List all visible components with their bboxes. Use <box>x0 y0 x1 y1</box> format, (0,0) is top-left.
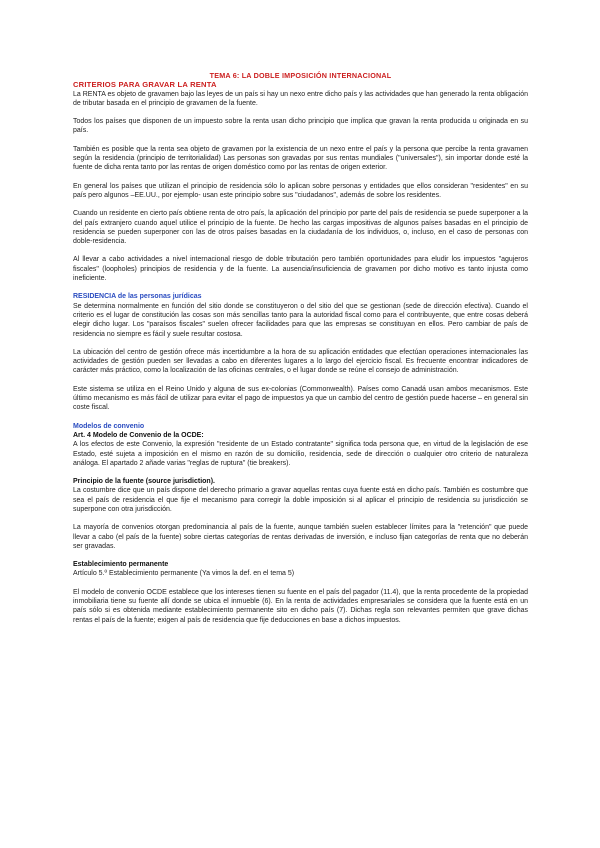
paragraph: La mayoría de convenios otorgan predominancia al país de la fuente, aunque también suelen establecer límites para la "retención" que puede llevar a cabo (el país de la fuente) sobre ciertas categorías de rentas derivadas de inversión, e incluso fijan categorías de renta que no deberán ser gravadas. <box>73 524 528 550</box>
section-heading-establecimiento: Establecimiento permanente <box>73 561 169 569</box>
section-heading-modelos: Modelos de convenio <box>73 422 145 430</box>
paragraph: Este sistema se utiliza en el Reino Unido y alguna de sus ex-colonias (Commonwealth). Países como Canadá usan ambos mecanismos. Este último mecanismo es más fácil de utilizar para evitar el pago de impuestos ya que un cambio del centro de gestión puede hacerse – en general sin coste fiscal. <box>73 385 528 412</box>
paragraph: Se determina normalmente en función del sitio donde se constituyeron o del sitio del que se gestionan (sede de dirección efectiva). Cuando el criterio es el lugar de constitución las cosas son más sencillas tanto para la autoridad fiscal como para el contribuyente, que entre cosas deberá elegir dicho lugar. Los "paraísos fiscales" suelen ofrecer facilidades para que las empresas se constituyan en ellos. Pero cambiar de país de residencia no siempre es fácil y suele resultar costosa. <box>73 302 528 338</box>
section-heading-residencia: RESIDENCIA de las personas jurídicas <box>73 293 202 301</box>
paragraph: En general los países que utilizan el principio de residencia sólo lo aplican sobre personas y entidades que ellos consideran "residentes" en su país pero algunos –EE.UU., por ejemplo- usan este principio sobre sus "ciudadanos", además de sobre los residentes. <box>73 182 528 199</box>
document-title: TEMA 6: LA DOBLE IMPOSICIÓN INTERNACIONAL <box>209 71 392 80</box>
paragraph: Al llevar a cabo actividades a nivel internacional riesgo de doble tributación pero también oportunidades para eludir los impuestos "agujeros fiscales" (loopholes) principios de residencia y de la fuente. La ausencia/insuficiencia de gravamen por dicho motivo es tanto injusta como ineficiente. <box>73 256 528 283</box>
paragraph: El modelo de convenio OCDE establece que los intereses tienen su fuente en el país del pagador (11.4), que la renta procedente de la propiedad inmobiliaria tiene su fuente allí donde se ubica el inmueble (6). En la renta de actividades empresariales se considera que la fuente está en un país sólo si es obtenida mediante establecimiento permanente sito en dicho país (7). Dichas regla son relevantes permiten que grave dichas rentas el país de la fuente; exigen al país de residencia que fije deducciones en base a dichos impuestos. <box>73 588 528 624</box>
paragraph: También es posible que la renta sea objeto de gravamen por la existencia de un nexo entre el país y la persona que percibe la renta gravamen según la residencia (principio de territorialidad) Las personas son gravadas por sus rentas mundiales ("universales"), sin importar donde esté la fuente de dicha renta tanto por las rentas de origen doméstico como por las rentas de origen exterior. <box>73 145 528 172</box>
document-page <box>73 71 528 625</box>
paragraph: Cuando un residente en cierto país obtiene renta de otro país, la aplicación del principio por parte del país de residencia se puede superponer a la del país extranjero cuando aquel utilice el principio de la fuente. De hecho las cargas impositivas de algunos países basadas en el principio de residencia se pueden superponer con las de otros países basadas en la ciudadanía de los individuos, o, incluso, en el caso de personas con doble-residencia. <box>73 210 528 246</box>
paragraph: La RENTA es objeto de gravamen bajo las leyes de un país si hay un nexo entre dicho país y las actividades que han generado la renta obligación de tributar basada en el principio de gravamen de la fuente. <box>73 90 528 107</box>
paragraph: La ubicación del centro de gestión ofrece más incertidumbre a la hora de su aplicación entidades que efectúan operaciones internacionales las actividades de gestión pueden ser llevadas a cabo en diferentes lugares a lo largo del ejercicio fiscal. Es frecuente encontrar indicadores de carácter más práctico, como la localización de las oficinas centrales, o el lugar donde se reúne el consejo de administración. <box>73 348 528 375</box>
section-heading-criterios: CRITERIOS PARA GRAVAR LA RENTA <box>73 80 217 90</box>
section-heading-fuente: Principio de la fuente (source jurisdiction). <box>73 478 215 486</box>
subheading-art4: Art. 4 Modelo de Convenio de la OCDE: <box>73 431 204 439</box>
paragraph: La costumbre dice que un país dispone del derecho primario a gravar aquellas rentas cuya fuente está en dicho país. También es costumbre que sea el país de residencia el que fije el mecanismo para corregir la doble imposición si al aplicar el principio de residencia su jurisdicción se superpone con otra jurisdicción. <box>73 487 528 513</box>
paragraph: Todos los países que disponen de un impuesto sobre la renta usan dicho principio que implica que gravan la renta producida u originada en su país. <box>73 118 528 135</box>
article-line: Artículo 5.º Establecimiento permanente (Ya vimos la def. en el tema 5) <box>73 570 295 578</box>
paragraph: A los efectos de este Convenio, la expresión "residente de un Estado contratante" significa toda persona que, en virtud de la legislación de ese Estado, esté sujeta a imposición en el mismo en razón de su domicilio, residencia, sede de dirección o cualquier otro criterio de naturaleza análoga. El apartado 2 añade varias "reglas de ruptura" (tie breakers). <box>73 441 528 467</box>
